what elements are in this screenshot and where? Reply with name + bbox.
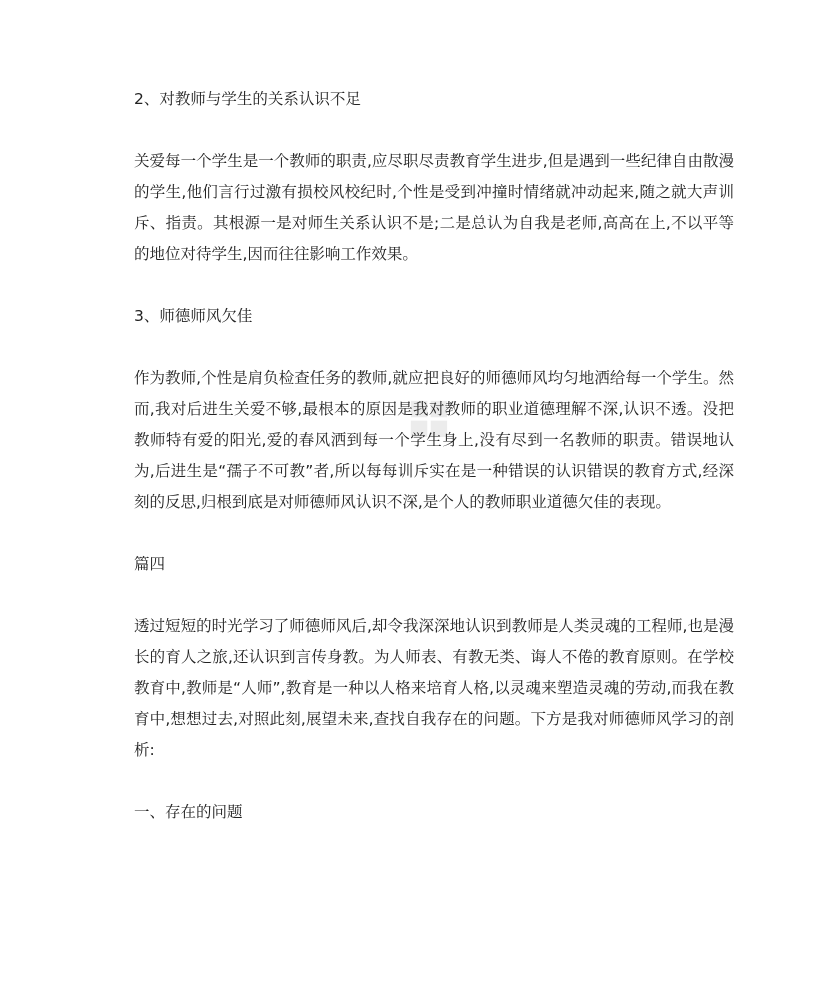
- spacer: [134, 270, 734, 301]
- section-heading-pian4: 篇四: [134, 555, 166, 573]
- section-heading-problems: 一、存在的问题: [134, 803, 243, 821]
- spacer: [134, 115, 734, 146]
- section-paragraph-2: 关爱每一个学生是一个教师的职责,应尽职尽责教育学生进步,但是遇到一些纪律自由散漫的学生,他们言行过激有损校风校纪时,个性是受到冲撞时情绪就冲动起来,随之就大声训斥、指责。其根源一是对师生关系认识不是;二是总认为自我是老师,高高在上,不以平等的地位对待学生,因而往往影响工作效果。: [134, 152, 734, 263]
- spacer: [134, 518, 734, 549]
- section-heading-3: 3、师德师风欠佳: [134, 307, 253, 325]
- section-paragraph-pian4: 透过短短的时光学习了师德师风后,却令我深深地认识到教师是人类灵魂的工程师,也是漫长的育人之旅,还认识到言传身教。为人师表、有教无类、诲人不倦的教育原则。在学校教育中,教师是“人师”,教育是一种以人格来培育人格,以灵魂来塑造灵魂的劳动,而我在教育中,想想过去,对照此刻,展望未来,查找自我存在的问题。下方是我对师德师风学习的剖析:: [134, 617, 734, 759]
- spacer: [134, 580, 734, 611]
- watermark-logo: ❖: [378, 368, 482, 472]
- spacer: [134, 766, 734, 797]
- document-content: [134, 84, 734, 828]
- section-paragraph-3: 作为教师,个性是肩负检查任务的教师,就应把良好的师德师风均匀地洒给每一个学生。然而,我对后进生关爱不够,最根本的原因是我对教师的职业道德理解不深,认识不透。没把教师特有爱的阳光,爱的春风洒到每一个学生身上,没有尽到一名教师的职责。错误地认为,后进生是“孺子不可教”者,所以每每训斥实在是一种错误的认识错误的教育方式,经深刻的反思,归根到底是对师德师风认识不深,是个人的教师职业道德欠佳的表现。: [134, 369, 734, 511]
- section-heading-2: 2、对教师与学生的关系认识不足: [134, 90, 361, 108]
- spacer: [134, 332, 734, 363]
